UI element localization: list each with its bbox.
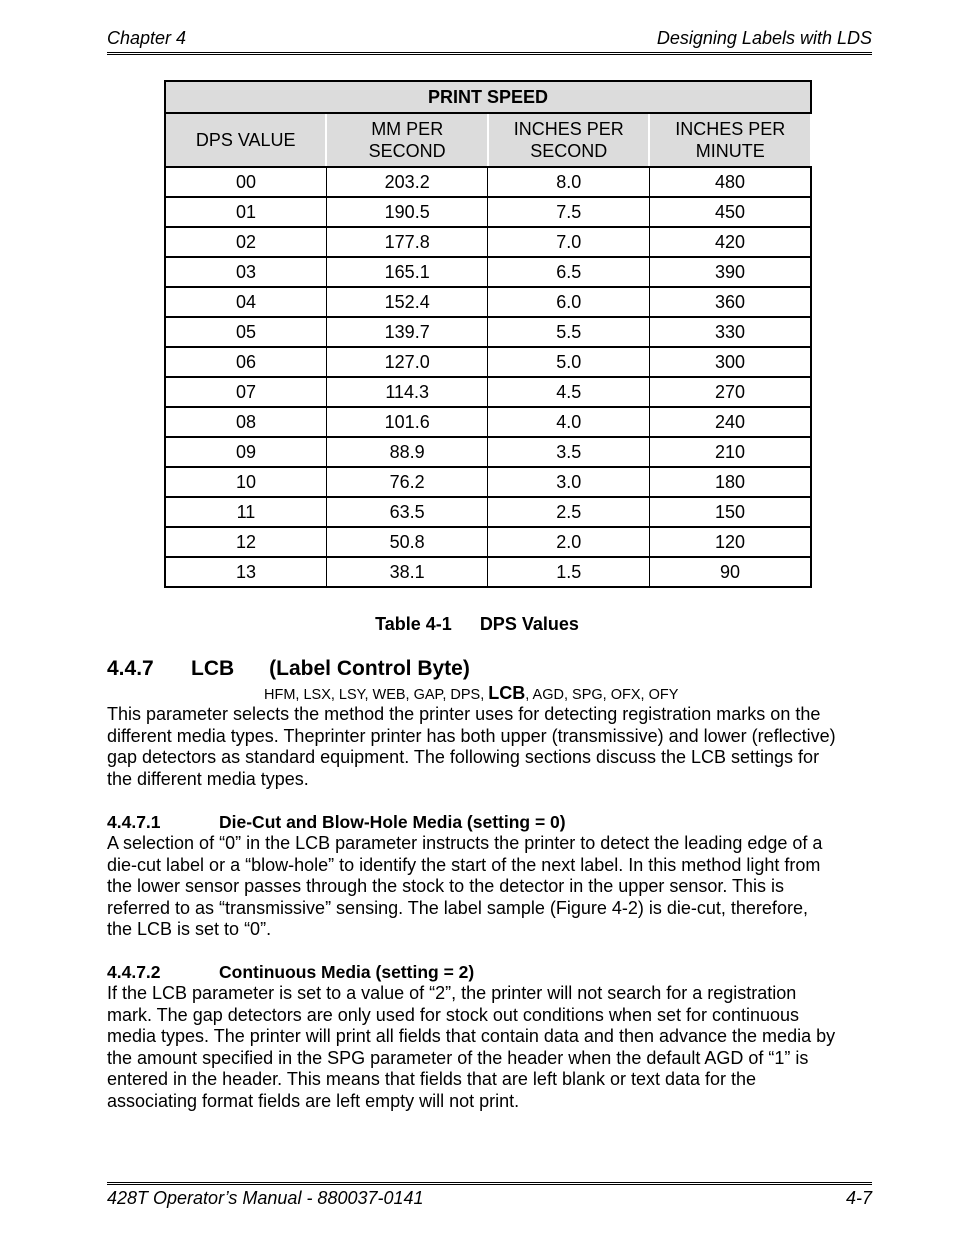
- table-cell: 101.6: [326, 407, 488, 437]
- table-cell: 4.5: [488, 377, 650, 407]
- table-cell: 165.1: [326, 257, 488, 287]
- table-cell: 38.1: [326, 557, 488, 587]
- table-cell: 4.0: [488, 407, 650, 437]
- table-cell: 76.2: [326, 467, 488, 497]
- table-cell: 7.0: [488, 227, 650, 257]
- column-header-inches-per-minute: INCHES PER MINUTE: [649, 113, 811, 167]
- caption-title: DPS Values: [479, 614, 579, 634]
- table-row: [165, 287, 811, 317]
- caption-number: Table 4-1: [375, 614, 452, 634]
- table-caption: [0, 614, 954, 635]
- column-header-mm-per-second: MM PER SECOND: [326, 113, 488, 167]
- table-cell: 420: [649, 227, 811, 257]
- table-cell: 120: [649, 527, 811, 557]
- table-row: [165, 407, 811, 437]
- table-cell: 04: [165, 287, 326, 317]
- manual-title: 428T Operator’s Manual - 880037-0141: [107, 1188, 424, 1208]
- table-cell: 5.0: [488, 347, 650, 377]
- table-row: [165, 437, 811, 467]
- print-speed-table: [164, 80, 812, 588]
- table-cell: 03: [165, 257, 326, 287]
- table-cell: 270: [649, 377, 811, 407]
- table-cell: 203.2: [326, 167, 488, 197]
- table-cell: 8.0: [488, 167, 650, 197]
- table-cell: 13: [165, 557, 326, 587]
- column-header-inches-per-second: INCHES PER SECOND: [488, 113, 650, 167]
- section-heading: [107, 657, 470, 681]
- table-cell: 3.0: [488, 467, 650, 497]
- table-cell: 08: [165, 407, 326, 437]
- table-cell: 88.9: [326, 437, 488, 467]
- table-title: PRINT SPEED: [165, 81, 811, 113]
- table-row: [165, 557, 811, 587]
- table-row: [165, 257, 811, 287]
- subsection-body-1: A selection of “0” in the LCB parameter instructs the printer to detect the leading edge of a die-cut label or a “blow-hole” to identify the start of the next label. In this method light from the lower sensor passes through the stock to the detector in the upper sensor. This is referred to as “transmissive” sensing. The label sample (Figure 4-2) is die-cut, therefore, the LCB is set to “0”.: [107, 833, 823, 940]
- chapter-label: Chapter 4: [107, 28, 187, 48]
- table-cell: 50.8: [326, 527, 488, 557]
- subsection-heading-1: 4.4.7.1 Die-Cut and Blow-Hole Media (setting = 0): [107, 812, 566, 832]
- subsection-heading-2: 4.4.7.2 Continuous Media (setting = 2): [107, 962, 475, 982]
- table-cell: 00: [165, 167, 326, 197]
- table-cell: 09: [165, 437, 326, 467]
- table-cell: 1.5: [488, 557, 650, 587]
- table-row: [165, 497, 811, 527]
- table-cell: 2.5: [488, 497, 650, 527]
- table-cell: 177.8: [326, 227, 488, 257]
- current-parameter: LCB: [488, 683, 526, 703]
- table-row: [165, 227, 811, 257]
- table-cell: 300: [649, 347, 811, 377]
- page-footer: [107, 1182, 872, 1209]
- table-cell: 10: [165, 467, 326, 497]
- table-row: [165, 317, 811, 347]
- table-header-row: [165, 113, 811, 167]
- table-cell: 01: [165, 197, 326, 227]
- table-row: [165, 467, 811, 497]
- table-cell: 127.0: [326, 347, 488, 377]
- table-cell: 150: [649, 497, 811, 527]
- section-number: 4.4.7: [107, 657, 154, 680]
- table-cell: 190.5: [326, 197, 488, 227]
- table-cell: 6.5: [488, 257, 650, 287]
- table-cell: 114.3: [326, 377, 488, 407]
- subsection-body-2: If the LCB parameter is set to a value of “2”, the printer will not search for a registration mark. The gap detectors are only used for stock out conditions when set for continuous media types. The printer will print all fields that contain data and then advance the media by the amount specified in the SPG parameter of the header when the default AGD of “1” is entered in the header. This means that fields that are left blank or text data for the associating format fields are left empty will not print.: [107, 983, 836, 1111]
- section-title: LCB (Label Control Byte): [191, 657, 470, 680]
- column-header-dps-value: DPS VALUE: [165, 113, 326, 167]
- table-cell: 210: [649, 437, 811, 467]
- table-cell: 180: [649, 467, 811, 497]
- table-cell: 11: [165, 497, 326, 527]
- table-cell: 152.4: [326, 287, 488, 317]
- table-cell: 06: [165, 347, 326, 377]
- table-cell: 02: [165, 227, 326, 257]
- table-cell: 480: [649, 167, 811, 197]
- table-cell: 6.0: [488, 287, 650, 317]
- table-cell: 3.5: [488, 437, 650, 467]
- table-cell: 05: [165, 317, 326, 347]
- table-cell: 2.0: [488, 527, 650, 557]
- chapter-title: Designing Labels with LDS: [656, 28, 872, 48]
- table-cell: 139.7: [326, 317, 488, 347]
- table-row: [165, 527, 811, 557]
- table-cell: 390: [649, 257, 811, 287]
- table-cell: 5.5: [488, 317, 650, 347]
- table-cell: 360: [649, 287, 811, 317]
- page-number: 4-7: [845, 1188, 872, 1208]
- table-row: [165, 377, 811, 407]
- table-row: [165, 347, 811, 377]
- table-cell: 63.5: [326, 497, 488, 527]
- table-cell: 12: [165, 527, 326, 557]
- table-cell: 7.5: [488, 197, 650, 227]
- table-row: [165, 167, 811, 197]
- table-row: [165, 197, 811, 227]
- table-cell: 330: [649, 317, 811, 347]
- table-cell: 240: [649, 407, 811, 437]
- table-cell: 450: [649, 197, 811, 227]
- section-body: This parameter selects the method the printer uses for detecting registration marks on the different media types. Theprinter printer has both upper (transmissive) and lower (reflective) gap detectors as standard equipment. The following sections discuss the LCB settings for the different media types.: [107, 704, 836, 789]
- page-header: [107, 28, 872, 55]
- parameter-list: HFM, LSX, LSY, WEB, GAP, DPS, LCB, AGD, SPG, OFX, OFY: [264, 683, 679, 703]
- table-cell: 07: [165, 377, 326, 407]
- table-cell: 90: [649, 557, 811, 587]
